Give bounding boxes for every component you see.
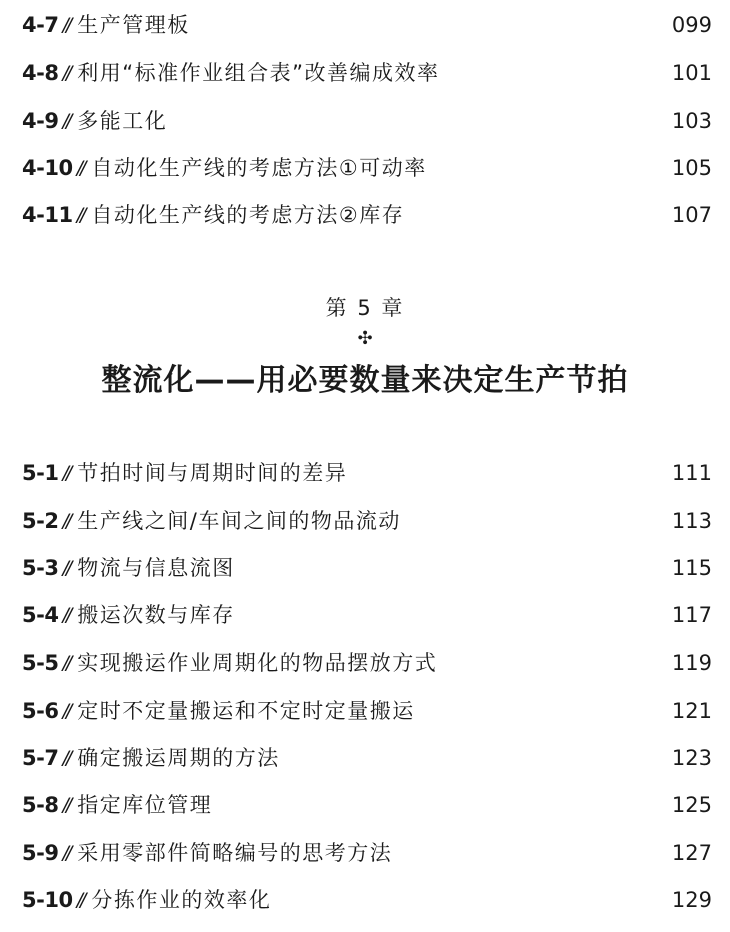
entry-separator: // bbox=[62, 557, 70, 579]
toc-entry[interactable] bbox=[22, 456, 712, 490]
entry-page: 111 bbox=[671, 461, 712, 485]
entry-title: 多能工化 bbox=[77, 109, 168, 133]
entry-title: 生产管理板 bbox=[77, 13, 190, 37]
entry-page: 105 bbox=[671, 156, 712, 180]
entry-number: 5-2 bbox=[22, 509, 59, 533]
toc-entry[interactable] bbox=[22, 883, 712, 917]
entry-title: 指定库位管理 bbox=[77, 793, 213, 817]
toc-entry[interactable] bbox=[22, 8, 712, 42]
dot-leader bbox=[459, 646, 656, 680]
entry-number: 5-4 bbox=[22, 603, 59, 627]
dot-leader bbox=[212, 8, 656, 42]
dot-leader bbox=[234, 788, 656, 822]
toc-entry[interactable] bbox=[22, 598, 712, 632]
dot-leader bbox=[414, 836, 656, 870]
entry-title: 定时不定量搬运和不定时定量搬运 bbox=[77, 699, 415, 723]
entry-separator: // bbox=[76, 204, 84, 226]
entry-page: 115 bbox=[671, 556, 712, 580]
entry-number: 4-9 bbox=[22, 109, 59, 133]
toc-entry[interactable] bbox=[22, 741, 712, 775]
entry-title: 生产线之间/车间之间的物品流动 bbox=[77, 509, 401, 533]
toc-entry[interactable] bbox=[22, 694, 712, 728]
entry-separator: // bbox=[62, 604, 70, 626]
entry-number: 4-11 bbox=[22, 203, 73, 227]
entry-title: 采用零部件简略编号的思考方法 bbox=[77, 841, 393, 865]
entry-title: 搬运次数与库存 bbox=[77, 603, 235, 627]
entry-page: 101 bbox=[671, 61, 712, 85]
entry-title: 自动化生产线的考虑方法②库存 bbox=[91, 203, 405, 227]
entry-separator: // bbox=[62, 794, 70, 816]
entry-page: 103 bbox=[671, 109, 712, 133]
entry-separator: // bbox=[62, 462, 70, 484]
dot-leader bbox=[423, 504, 656, 538]
chapter-title: 整流化——用必要数量来决定生产节拍 bbox=[101, 363, 629, 398]
entry-separator: // bbox=[62, 842, 70, 864]
entry-title: 利用“标准作业组合表”改善编成效率 bbox=[77, 61, 440, 85]
entry-separator: // bbox=[62, 510, 70, 532]
entry-page: 119 bbox=[671, 651, 712, 675]
entry-number: 5-9 bbox=[22, 841, 59, 865]
entry-page: 099 bbox=[671, 13, 712, 37]
toc-entry[interactable] bbox=[22, 198, 712, 232]
entry-page: 121 bbox=[671, 699, 712, 723]
entry-page: 125 bbox=[671, 793, 712, 817]
entry-page: 117 bbox=[671, 603, 712, 627]
entry-number: 5-7 bbox=[22, 746, 59, 770]
entry-page: 107 bbox=[671, 203, 712, 227]
entry-separator: // bbox=[62, 62, 70, 84]
entry-separator: // bbox=[62, 14, 70, 36]
entry-number: 4-7 bbox=[22, 13, 59, 37]
toc-entry[interactable] bbox=[22, 151, 712, 185]
entry-number: 5-5 bbox=[22, 651, 59, 675]
entry-number: 5-6 bbox=[22, 699, 59, 723]
entry-number: 5-1 bbox=[22, 461, 59, 485]
entry-number: 5-8 bbox=[22, 793, 59, 817]
entry-separator: // bbox=[62, 747, 70, 769]
entry-page: 129 bbox=[671, 888, 712, 912]
entry-separator: // bbox=[62, 700, 70, 722]
entry-separator: // bbox=[62, 110, 70, 132]
entry-title: 物流与信息流图 bbox=[77, 556, 235, 580]
dot-leader bbox=[369, 456, 656, 490]
toc-entry[interactable] bbox=[22, 788, 712, 822]
dot-leader bbox=[293, 883, 656, 917]
dot-leader bbox=[426, 198, 656, 232]
entry-title: 分拣作业的效率化 bbox=[91, 888, 272, 912]
toc-entry[interactable] bbox=[22, 504, 712, 538]
dot-leader bbox=[449, 151, 656, 185]
dot-leader bbox=[437, 694, 656, 728]
ornament-icon: ✣ bbox=[357, 328, 373, 349]
entry-page: 123 bbox=[671, 746, 712, 770]
entry-title: 自动化生产线的考虑方法①可动率 bbox=[91, 156, 427, 180]
dot-leader bbox=[257, 598, 656, 632]
entry-page: 113 bbox=[671, 509, 712, 533]
dot-leader bbox=[257, 551, 656, 585]
entry-title: 确定搬运周期的方法 bbox=[77, 746, 280, 770]
entry-number: 4-8 bbox=[22, 61, 59, 85]
entry-title: 节拍时间与周期时间的差异 bbox=[77, 461, 348, 485]
toc-entry[interactable] bbox=[22, 56, 712, 90]
chapter-label: 第 5 章 bbox=[325, 296, 405, 320]
dot-leader bbox=[189, 104, 656, 138]
toc-entry[interactable] bbox=[22, 646, 712, 680]
toc-entry[interactable] bbox=[22, 836, 712, 870]
entry-separator: // bbox=[62, 652, 70, 674]
entry-number: 5-10 bbox=[22, 888, 73, 912]
entry-title: 实现搬运作业周期化的物品摆放方式 bbox=[77, 651, 438, 675]
entry-number: 5-3 bbox=[22, 556, 59, 580]
dot-leader bbox=[302, 741, 656, 775]
entry-separator: // bbox=[76, 889, 84, 911]
entry-number: 4-10 bbox=[22, 156, 73, 180]
toc-entry[interactable] bbox=[22, 551, 712, 585]
entry-page: 127 bbox=[671, 841, 712, 865]
toc-entry[interactable] bbox=[22, 104, 712, 138]
entry-separator: // bbox=[76, 157, 84, 179]
dot-leader bbox=[462, 56, 656, 90]
